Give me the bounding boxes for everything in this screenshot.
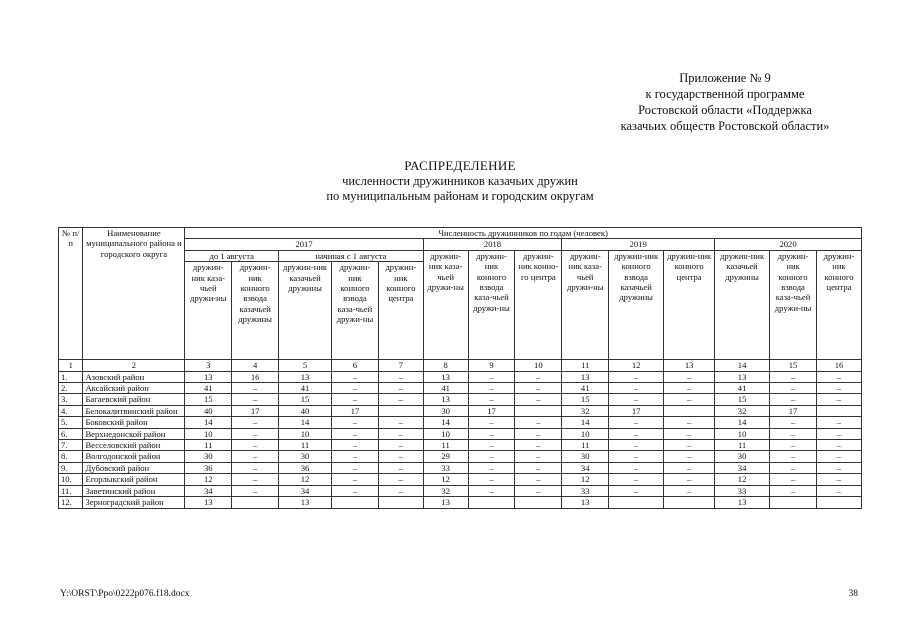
column-number: 14	[715, 360, 770, 371]
row-number: 12.	[59, 497, 83, 508]
value-cell: –	[232, 428, 279, 439]
header-sub: дружин-ник казачьей дружины	[279, 262, 332, 360]
value-cell: 14	[423, 417, 468, 428]
header-group: Численность дружинников по годам (человек)	[185, 228, 862, 239]
table-row	[59, 462, 862, 473]
value-cell: –	[515, 485, 562, 496]
value-cell: –	[515, 417, 562, 428]
value-cell: –	[468, 440, 515, 451]
value-cell: –	[332, 451, 379, 462]
value-cell: –	[378, 428, 423, 439]
value-cell: 10	[715, 428, 770, 439]
value-cell: –	[232, 417, 279, 428]
value-cell: 14	[562, 417, 609, 428]
column-number: 13	[664, 360, 715, 371]
value-cell: –	[515, 371, 562, 382]
value-cell: 13	[185, 371, 232, 382]
value-cell: 13	[279, 497, 332, 508]
value-cell: 40	[279, 405, 332, 416]
value-cell: –	[770, 440, 817, 451]
value-cell	[609, 497, 664, 508]
value-cell: 12	[715, 474, 770, 485]
value-cell: –	[816, 474, 861, 485]
value-cell: 33	[715, 485, 770, 496]
value-cell: 34	[562, 462, 609, 473]
value-cell: 13	[185, 497, 232, 508]
value-cell: –	[232, 394, 279, 405]
header-sub: дружин-ник конного взвода каза-чьей дружи-ны	[332, 262, 379, 360]
value-cell: –	[816, 394, 861, 405]
row-number: 6.	[59, 428, 83, 439]
value-cell: –	[609, 371, 664, 382]
title-line-1: РАСПРЕДЕЛЕНИЕ	[404, 158, 516, 173]
value-cell: –	[515, 440, 562, 451]
value-cell: 33	[423, 462, 468, 473]
table-row	[59, 474, 862, 485]
value-cell	[515, 405, 562, 416]
value-cell: 30	[279, 451, 332, 462]
value-cell: 12	[185, 474, 232, 485]
title-line-3: по муниципальным районам и городским округам	[326, 189, 594, 203]
file-path: Y:\ORST\Ppo\0222p076.f18.docx	[60, 589, 190, 599]
value-cell: 14	[185, 417, 232, 428]
value-cell: –	[770, 474, 817, 485]
value-cell: 15	[185, 394, 232, 405]
column-number: 9	[468, 360, 515, 371]
value-cell: 29	[423, 451, 468, 462]
header-sub: дружин-ник каза-чьей дружи-ны	[185, 262, 232, 360]
value-cell: –	[770, 451, 817, 462]
value-cell: –	[332, 371, 379, 382]
value-cell: 11	[423, 440, 468, 451]
column-number: 10	[515, 360, 562, 371]
value-cell: –	[515, 462, 562, 473]
appendix-line-4: казачьих обществ Ростовской области»	[620, 119, 830, 133]
value-cell: –	[816, 383, 861, 394]
header-year-2017: 2017	[185, 239, 423, 250]
value-cell: 13	[562, 371, 609, 382]
value-cell: –	[332, 394, 379, 405]
table-row	[59, 417, 862, 428]
value-cell: 34	[715, 462, 770, 473]
district-name: Азовский район	[83, 371, 185, 382]
table-row	[59, 428, 862, 439]
value-cell: –	[378, 417, 423, 428]
row-number: 5.	[59, 417, 83, 428]
value-cell: –	[609, 451, 664, 462]
row-number: 3.	[59, 394, 83, 405]
value-cell: –	[515, 451, 562, 462]
value-cell: 13	[562, 497, 609, 508]
value-cell: –	[609, 383, 664, 394]
value-cell: –	[816, 485, 861, 496]
district-name: Белокалитвинский район	[83, 405, 185, 416]
header-name: Наименование муниципального района и городского округа	[83, 228, 185, 360]
value-cell: 33	[562, 485, 609, 496]
value-cell	[664, 497, 715, 508]
value-cell: –	[609, 485, 664, 496]
value-cell: –	[468, 462, 515, 473]
value-cell: 11	[715, 440, 770, 451]
value-cell: –	[609, 462, 664, 473]
value-cell	[515, 497, 562, 508]
value-cell: –	[332, 417, 379, 428]
value-cell: –	[232, 451, 279, 462]
table-row	[59, 371, 862, 382]
value-cell: –	[664, 462, 715, 473]
value-cell: 30	[185, 451, 232, 462]
value-cell	[664, 405, 715, 416]
row-number: 10.	[59, 474, 83, 485]
header-year-2019: 2019	[562, 239, 715, 250]
value-cell: –	[468, 383, 515, 394]
value-cell: –	[609, 394, 664, 405]
value-cell: –	[232, 440, 279, 451]
header-sub: дружин-ник конного центра	[378, 262, 423, 360]
value-cell: –	[664, 428, 715, 439]
header-sub: дружин-ник каза-чьей дружи-ны	[423, 250, 468, 359]
value-cell: –	[232, 383, 279, 394]
value-cell: 17	[770, 405, 817, 416]
value-cell: –	[664, 417, 715, 428]
value-cell: –	[664, 451, 715, 462]
value-cell	[232, 497, 279, 508]
row-number: 8.	[59, 451, 83, 462]
value-cell: 30	[715, 451, 770, 462]
value-cell: –	[664, 394, 715, 405]
header-year-2018: 2018	[423, 239, 562, 250]
appendix-line-2: к государственной программе	[645, 87, 805, 101]
value-cell: –	[332, 462, 379, 473]
value-cell: –	[770, 428, 817, 439]
value-cell: –	[816, 451, 861, 462]
header-sub: дружин-ник каза-чьей дружи-ны	[562, 250, 609, 359]
value-cell: –	[664, 383, 715, 394]
value-cell	[378, 405, 423, 416]
value-cell: 36	[185, 462, 232, 473]
value-cell: 32	[423, 485, 468, 496]
header-sub: дружин-ник конного центра	[664, 250, 715, 359]
table-row	[59, 451, 862, 462]
value-cell	[468, 497, 515, 508]
appendix-block	[575, 70, 875, 134]
value-cell: 34	[279, 485, 332, 496]
header-sub: дружин-ник казачьей дружины	[715, 250, 770, 359]
table-row	[59, 394, 862, 405]
column-number: 8	[423, 360, 468, 371]
value-cell: 12	[279, 474, 332, 485]
appendix-line-3: Ростовской области «Поддержка	[638, 103, 812, 117]
column-number: 3	[185, 360, 232, 371]
header-period-before: до 1 августа	[185, 250, 279, 261]
distribution-table	[58, 227, 862, 509]
value-cell: –	[609, 417, 664, 428]
value-cell: 11	[279, 440, 332, 451]
value-cell: 13	[423, 497, 468, 508]
value-cell: –	[332, 474, 379, 485]
value-cell: 10	[562, 428, 609, 439]
value-cell: –	[468, 485, 515, 496]
value-cell: 41	[279, 383, 332, 394]
value-cell: –	[232, 474, 279, 485]
value-cell: –	[378, 462, 423, 473]
header-sub: дружин-ник конного взвода каза-чьей дружи-ны	[770, 250, 817, 359]
value-cell: –	[609, 428, 664, 439]
value-cell: 10	[423, 428, 468, 439]
document-title	[235, 158, 685, 205]
row-number: 1.	[59, 371, 83, 382]
value-cell: 41	[185, 383, 232, 394]
value-cell: –	[468, 474, 515, 485]
row-number: 4.	[59, 405, 83, 416]
value-cell: –	[770, 371, 817, 382]
value-cell: 13	[423, 394, 468, 405]
value-cell: –	[816, 371, 861, 382]
header-no: № п/п	[59, 228, 83, 360]
value-cell: –	[816, 462, 861, 473]
value-cell: 15	[715, 394, 770, 405]
district-name: Боковский район	[83, 417, 185, 428]
value-cell: 11	[562, 440, 609, 451]
column-number: 7	[378, 360, 423, 371]
value-cell: –	[232, 485, 279, 496]
value-cell: –	[378, 474, 423, 485]
header-sub: дружин-ник конного взвода казачьей дружины	[232, 262, 279, 360]
district-name: Багаевский район	[83, 394, 185, 405]
value-cell: 41	[423, 383, 468, 394]
value-cell: –	[468, 417, 515, 428]
column-number: 11	[562, 360, 609, 371]
column-number-row	[59, 360, 862, 371]
value-cell: 13	[423, 371, 468, 382]
value-cell	[378, 497, 423, 508]
district-name: Егорлыкский район	[83, 474, 185, 485]
value-cell: –	[468, 451, 515, 462]
header-sub: дружин-ник конного взвода казачьей дружины	[609, 250, 664, 359]
value-cell: 12	[423, 474, 468, 485]
value-cell: 34	[185, 485, 232, 496]
value-cell: 15	[279, 394, 332, 405]
column-number: 2	[83, 360, 185, 371]
value-cell	[816, 497, 861, 508]
value-cell: 10	[185, 428, 232, 439]
value-cell: –	[664, 371, 715, 382]
district-name: Верхнедонской район	[83, 428, 185, 439]
value-cell: 36	[279, 462, 332, 473]
value-cell: –	[816, 428, 861, 439]
value-cell: 11	[185, 440, 232, 451]
value-cell: 30	[562, 451, 609, 462]
value-cell: 32	[562, 405, 609, 416]
value-cell: –	[770, 462, 817, 473]
value-cell: 17	[468, 405, 515, 416]
value-cell: –	[515, 394, 562, 405]
value-cell: 13	[279, 371, 332, 382]
value-cell	[770, 497, 817, 508]
header-year-2020: 2020	[715, 239, 862, 250]
value-cell: –	[378, 451, 423, 462]
value-cell: –	[378, 383, 423, 394]
value-cell: –	[468, 371, 515, 382]
row-number: 11.	[59, 485, 83, 496]
value-cell: 41	[715, 383, 770, 394]
row-number: 9.	[59, 462, 83, 473]
row-number: 7.	[59, 440, 83, 451]
value-cell	[332, 497, 379, 508]
value-cell: 17	[609, 405, 664, 416]
value-cell: 12	[562, 474, 609, 485]
value-cell: 14	[279, 417, 332, 428]
value-cell: –	[816, 417, 861, 428]
value-cell: –	[770, 394, 817, 405]
value-cell: 13	[715, 497, 770, 508]
column-number: 1	[59, 360, 83, 371]
value-cell: –	[515, 474, 562, 485]
value-cell: –	[468, 428, 515, 439]
value-cell: –	[378, 485, 423, 496]
value-cell: 16	[232, 371, 279, 382]
value-cell: –	[515, 428, 562, 439]
value-cell: –	[378, 440, 423, 451]
header-sub: дружин-ник конного взвода каза-чьей дружи-ны	[468, 250, 515, 359]
table-row	[59, 485, 862, 496]
value-cell: 15	[562, 394, 609, 405]
district-name: Дубовский район	[83, 462, 185, 473]
value-cell: 17	[332, 405, 379, 416]
value-cell: –	[468, 394, 515, 405]
column-number: 12	[609, 360, 664, 371]
value-cell: –	[332, 485, 379, 496]
value-cell: –	[664, 474, 715, 485]
value-cell: 30	[423, 405, 468, 416]
district-name: Заветинский район	[83, 485, 185, 496]
value-cell: 14	[715, 417, 770, 428]
header-period-after: начиная с 1 августа	[279, 250, 424, 261]
column-number: 4	[232, 360, 279, 371]
table-row	[59, 405, 862, 416]
district-name: Аксайский район	[83, 383, 185, 394]
value-cell: –	[609, 474, 664, 485]
table-row	[59, 440, 862, 451]
column-number: 16	[816, 360, 861, 371]
district-name: Весселовский район	[83, 440, 185, 451]
value-cell: 41	[562, 383, 609, 394]
value-cell: 40	[185, 405, 232, 416]
value-cell: 10	[279, 428, 332, 439]
header-sub: дружин-ник конно-го центра	[515, 250, 562, 359]
title-line-2: численности дружинников казачьих дружин	[342, 173, 578, 188]
value-cell: –	[664, 485, 715, 496]
appendix-line-1: Приложение № 9	[679, 71, 771, 85]
value-cell: –	[816, 440, 861, 451]
row-number: 2.	[59, 383, 83, 394]
value-cell: –	[770, 417, 817, 428]
table-row	[59, 383, 862, 394]
value-cell: –	[609, 440, 664, 451]
column-number: 6	[332, 360, 379, 371]
value-cell: –	[378, 371, 423, 382]
header-sub: дружин-ник конного центра	[816, 250, 861, 359]
value-cell: –	[664, 440, 715, 451]
value-cell: –	[378, 394, 423, 405]
column-number: 5	[279, 360, 332, 371]
table-row	[59, 497, 862, 508]
value-cell: 17	[232, 405, 279, 416]
value-cell: 13	[715, 371, 770, 382]
district-name: Волгодонской район	[83, 451, 185, 462]
value-cell: 32	[715, 405, 770, 416]
value-cell: –	[332, 428, 379, 439]
value-cell: –	[232, 462, 279, 473]
value-cell: –	[332, 440, 379, 451]
district-name: Зерноградский район	[83, 497, 185, 508]
value-cell: –	[515, 383, 562, 394]
value-cell: –	[770, 485, 817, 496]
column-number: 15	[770, 360, 817, 371]
value-cell: –	[332, 383, 379, 394]
page-number: 38	[848, 589, 858, 599]
value-cell	[816, 405, 861, 416]
value-cell: –	[770, 383, 817, 394]
